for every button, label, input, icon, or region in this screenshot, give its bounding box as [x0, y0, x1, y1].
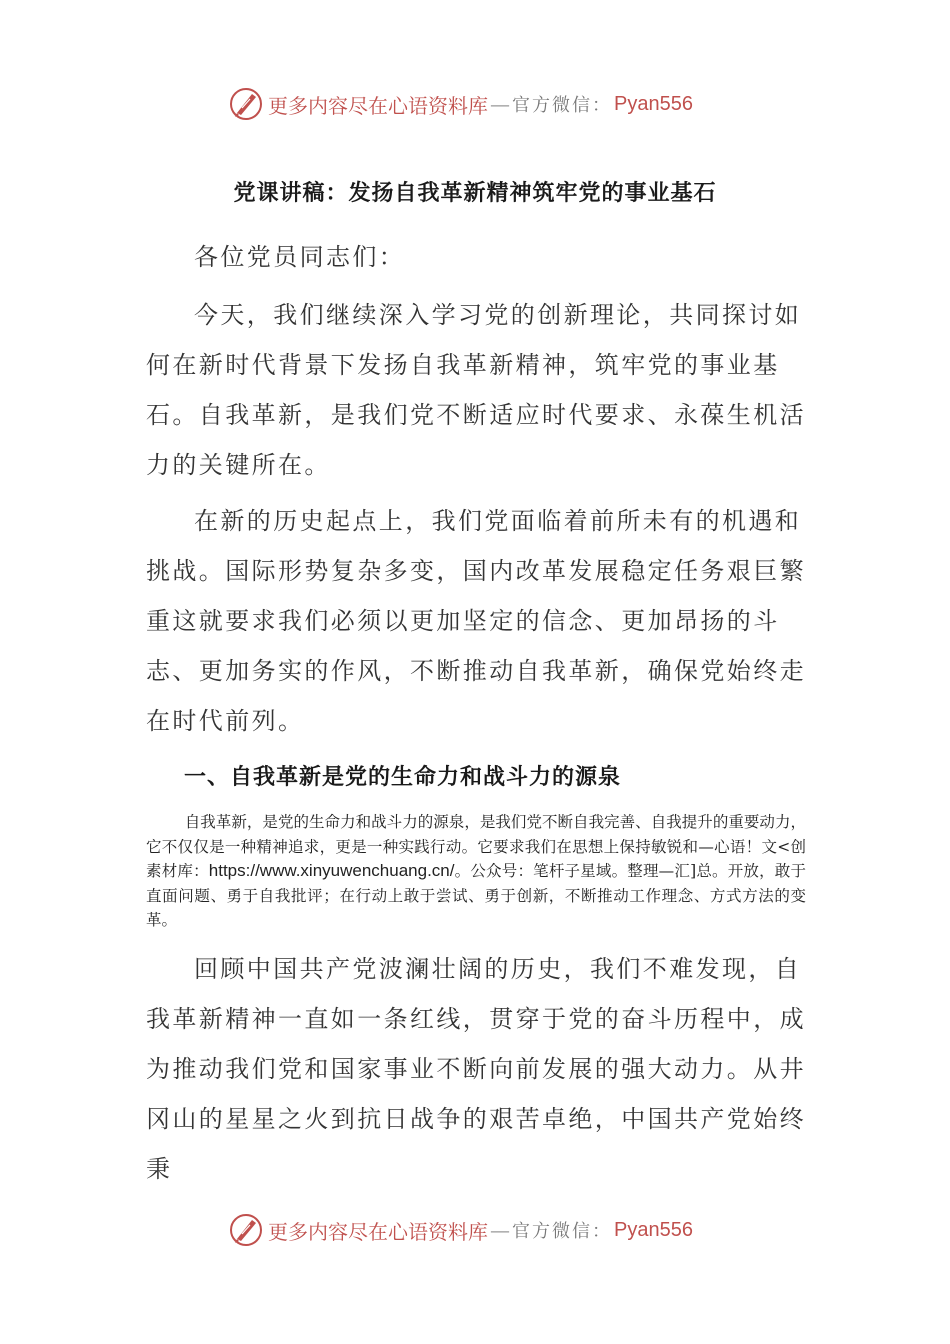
promo-text: 更多内容尽在心语资料库	[268, 93, 488, 118]
footer-banner	[228, 1210, 728, 1250]
banner-dash: —	[490, 1218, 510, 1242]
paragraph-block-3	[146, 944, 806, 1194]
paragraph-2: 在新的历史起点上，我们党面临着前所未有的机遇和挑战。国际形势复杂多变，国内改革发展稳定任务艰巨繁重这就要求我们必须以更加坚定的信念、更加昂扬的斗志、更加务实的作风，不断推动自我革新，确保党始终走在时代前列。	[146, 507, 806, 735]
paragraph-3: 回顾中国共产党波澜壮阔的历史，我们不难发现，自我革新精神一直如一条红线，贯穿于党的奋斗历程中，成为推动我们党和国家事业不断向前发展的强大动力。从井冈山的星星之火到抗日战争的艰苦卓绝，中国共产党始终秉	[146, 955, 806, 1183]
wechat-id: Pyan556	[614, 92, 693, 115]
section-1-small-text	[146, 810, 806, 933]
source-url: https://www.xinyuwenchuang.cn/	[208, 861, 455, 880]
paragraph-1: 今天，我们继续深入学习党的创新理论，共同探讨如何在新时代背景下发扬自我革新精神，筑牢党的事业基石。自我革新，是我们党不断适应时代要求、永葆生机活力的关键所在。	[146, 301, 806, 479]
wechat-label: 官方微信：	[512, 1221, 612, 1242]
quill-pen-logo-icon	[228, 1212, 264, 1248]
small-text-part-2: 。公众号：笔杆子星域。整理—汇]总。开放，敢于直面问题、勇于自我批评；在行动上敢于尝试、勇于创新，不断推动工作理念、方式方法的变革。	[146, 862, 806, 929]
paragraph-block-2	[146, 496, 806, 746]
salutation: 各位党员同志们：	[194, 243, 406, 271]
wechat-label: 官方微信：	[512, 95, 612, 116]
header-banner	[228, 84, 728, 124]
section-heading-1: 一、自我革新是党的生命力和战斗力的源泉	[184, 765, 622, 790]
small-paragraph	[146, 810, 806, 933]
document-title: 党课讲稿：发扬自我革新精神筑牢党的事业基石	[233, 181, 717, 206]
banner-dash: —	[490, 92, 510, 116]
small-text-part-1: 自我革新，是党的生命力和战斗力的源泉，是我们党不断自我完善、自我提升的重要动力，它不仅仅是一种精神追求，更是一种实践行动。它要求我们在思想上保持敏锐和—心语！文<创素材库：	[146, 813, 806, 880]
paragraph-block-1	[146, 290, 806, 490]
wechat-id: Pyan556	[614, 1218, 693, 1241]
quill-pen-logo-icon	[228, 86, 264, 122]
salutation-block	[146, 232, 806, 282]
promo-text: 更多内容尽在心语资料库	[268, 1219, 488, 1244]
